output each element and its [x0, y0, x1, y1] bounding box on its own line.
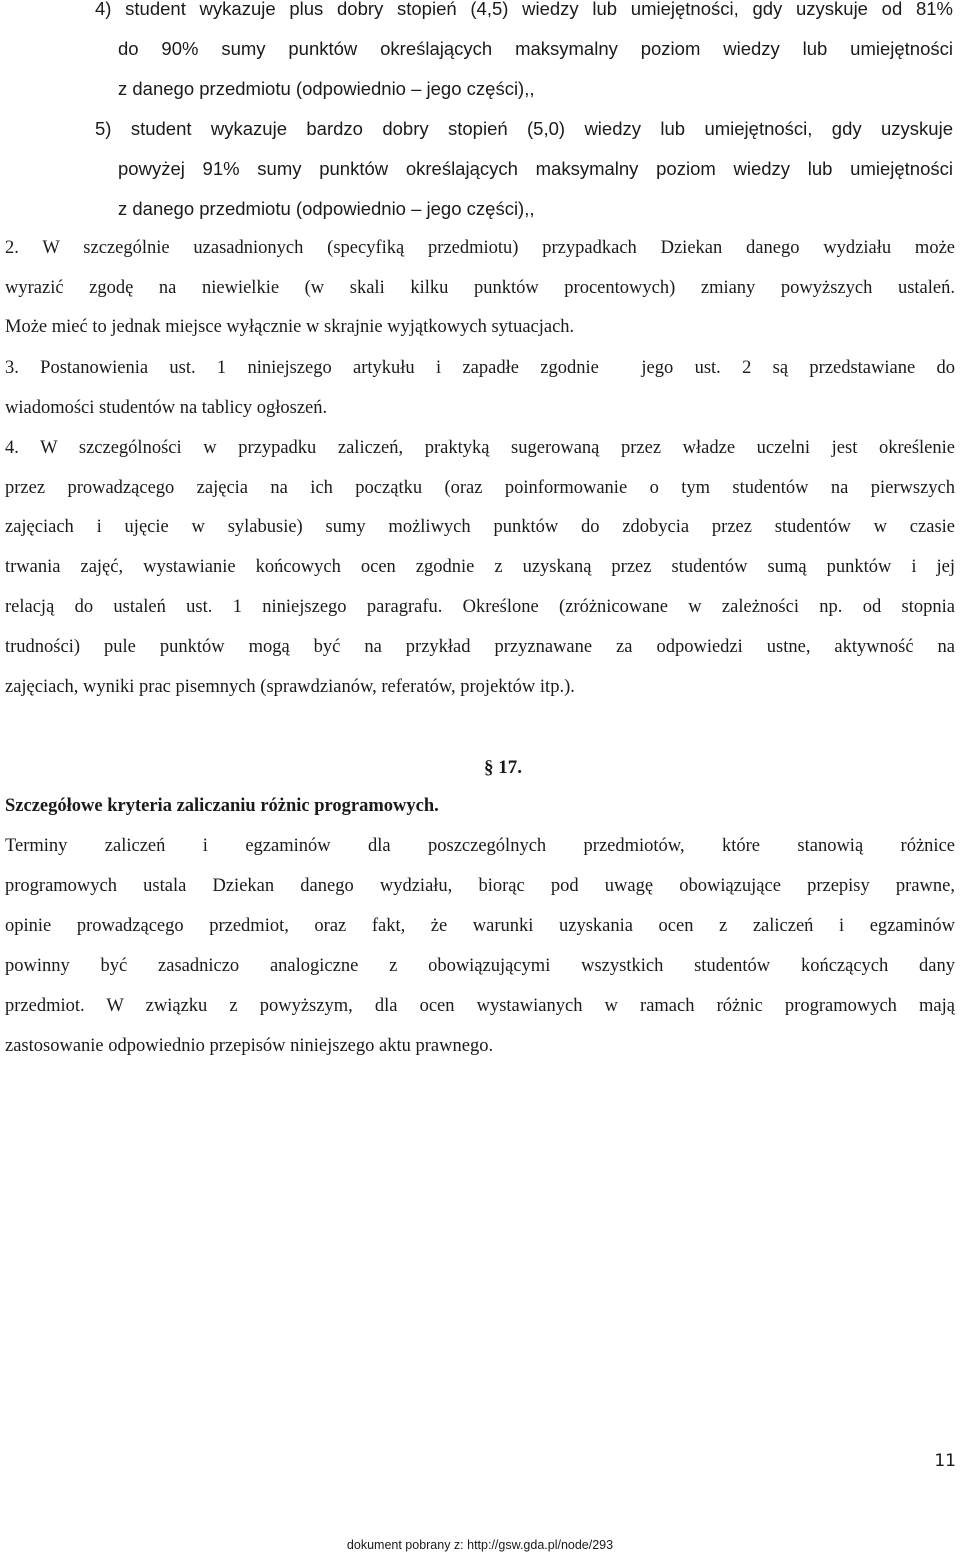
list-item-5-line-1: 5) student wykazuje bardzo dobry stopień (5,0) wiedzy lub umiejętności, gdy uzyskuje — [95, 118, 953, 139]
section-body-line-5: przedmiot. W związku z powyższym, dla ocen wystawianych w ramach różnic programowych mają — [5, 996, 955, 1016]
page-number: 11 — [934, 1451, 956, 1471]
section-body-line-4: powinny być zasadniczo analogiczne z obowiązującymi wszystkich studentów kończących dany — [5, 956, 955, 976]
list-item-4-line-3: z danego przedmiotu (odpowiednio – jego części),, — [118, 78, 535, 99]
footer-source: dokument pobrany z: http://gsw.gda.pl/node/293 — [346, 1538, 614, 1552]
section-title: Szczegółowe kryteria zaliczaniu różnic programowych. — [5, 796, 439, 816]
point-3-line-1: 3. Postanowienia ust. 1 niniejszego artykułu i zapadłe zgodnie jego ust. 2 są przedstawiane do — [5, 358, 955, 378]
list-item-4-line-2: do 90% sumy punktów określających maksymalny poziom wiedzy lub umiejętności — [118, 38, 953, 59]
point-4-line-6: trudności) pule punktów mogą być na przykład przyznawane za odpowiedzi ustne, aktywność na — [5, 637, 955, 657]
section-body-line-2: programowych ustala Dziekan danego wydziału, biorąc pod uwagę obowiązujące przepisy prawne, — [5, 876, 955, 896]
section-body-line-3: opinie prowadzącego przedmiot, oraz fakt, że warunki uzyskania ocen z zaliczeń i egzaminów — [5, 916, 955, 936]
point-4-line-7: zajęciach, wyniki prac pisemnych (sprawdzianów, referatów, projektów itp.). — [5, 677, 575, 697]
list-item-4-line-1: 4) student wykazuje plus dobry stopień (4,5) wiedzy lub umiejętności, gdy uzyskuje od 81% — [95, 0, 953, 19]
point-4-line-4: trwania zajęć, wystawianie końcowych ocen zgodnie z uzyskaną przez studentów sumą punktów i jej — [5, 557, 955, 577]
point-4-line-2: przez prowadzącego zajęcia na ich początku (oraz poinformowanie o tym studentów na pierwszych — [5, 478, 955, 498]
section-body-line-1: Terminy zaliczeń i egzaminów dla poszczególnych przedmiotów, które stanowią różnice — [5, 836, 955, 856]
point-2-line-2: wyrazić zgodę na niewielkie (w skali kilku punktów procentowych) zmiany powyższych ustaleń. — [5, 278, 955, 298]
list-item-5-line-2: powyżej 91% sumy punktów określających maksymalny poziom wiedzy lub umiejętności — [118, 158, 953, 179]
point-2-line-3: Może mieć to jednak miejsce wyłącznie w skrajnie wyjątkowych sytuacjach. — [5, 317, 575, 337]
list-item-5-line-3: z danego przedmiotu (odpowiednio – jego części),, — [118, 198, 535, 219]
point-4-line-1: 4. W szczególności w przypadku zaliczeń, praktyką sugerowaną przez władze uczelni jest określenie — [5, 438, 955, 458]
point-4-line-5: relacją do ustaleń ust. 1 niniejszego paragrafu. Określone (zróżnicowane w zależności np. od stopnia — [5, 597, 955, 617]
section-body-line-6: zastosowanie odpowiednio przepisów niniejszego aktu prawnego. — [5, 1036, 494, 1056]
section-number: § 17. — [484, 757, 522, 778]
point-2-line-1: 2. W szczególnie uzasadnionych (specyfiką przedmiotu) przypadkach Dziekan danego wydziału może — [5, 238, 955, 258]
point-3-line-2: wiadomości studentów na tablicy ogłoszeń. — [5, 398, 328, 418]
point-4-line-3: zajęciach i ujęcie w sylabusie) sumy możliwych punktów do zdobycia przez studentów w czasie — [5, 517, 955, 537]
